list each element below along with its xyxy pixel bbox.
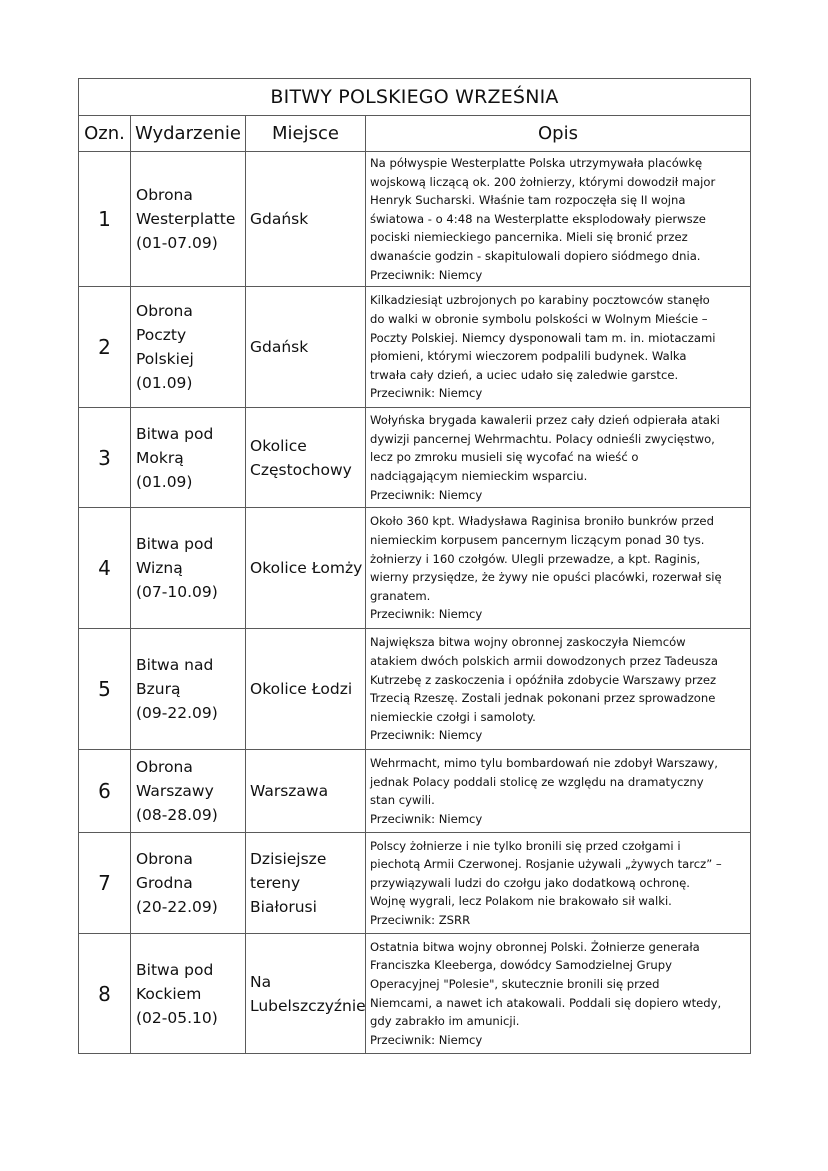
table-title: BITWY POLSKIEGO WRZEŚNIA (79, 79, 751, 116)
desc-line: dwanaście godzin - skapitulowali dopiero siódmego dnia. (370, 248, 701, 263)
desc-line: Największa bitwa wojny obronnej zaskoczyła Niemców (370, 635, 686, 650)
table-body (79, 152, 751, 1054)
desc-line: do walki w obronie symbolu polskości w Wolnym Mieście – (370, 311, 708, 326)
event-cell (131, 629, 246, 750)
place-line: Okolice Łodzi (250, 680, 353, 699)
desc-line: Około 360 kpt. Władysława Raginisa broniło bunkrów przed (370, 514, 714, 529)
event-line: (08-28.09) (136, 806, 218, 825)
desc-line: niemieckie czołgi i samoloty. (370, 709, 536, 724)
table-row (79, 833, 751, 934)
desc-line: Franciszka Kleeberga, dowódcy Samodzielnej Grupy (370, 958, 672, 973)
header-num: Ozn. (79, 116, 131, 152)
table-row (79, 152, 751, 287)
desc-line: światowa - o 4:48 na Westerplatte eksplodowały pierwsze (370, 211, 706, 226)
event-cell (131, 408, 246, 508)
place-line: Białorusi (250, 898, 317, 917)
event-line: Bitwa pod (136, 535, 214, 554)
place-line: Okolice (250, 436, 307, 455)
table-row (79, 750, 751, 833)
desc-line: piechotą Armii Czerwonej. Rosjanie używali „żywych tarcz” – (370, 857, 722, 872)
place-line: tereny (250, 874, 301, 893)
desc-line: Na półwyspie Westerplatte Polska utrzymywała placówkę (370, 156, 703, 170)
desc-line: Trzecią Rzeszę. Zostali jednak pokonani przez sprowadzone (370, 691, 716, 706)
event-line: Poczty (136, 326, 187, 345)
desc-line: Kutrzebę z zaskoczenia i opóźniła zdobycie Warszawy przez (370, 672, 717, 687)
desc-line: Operacyjnej "Polesie", skutecznie bronili się przed (370, 977, 660, 992)
event-line: (09-22.09) (136, 704, 218, 723)
place-cell (246, 750, 366, 833)
event-line: Obrona (136, 186, 193, 205)
description-cell (366, 152, 751, 287)
event-cell (131, 152, 246, 287)
event-cell (131, 750, 246, 833)
place-line: Częstochowy (250, 460, 352, 479)
row-number: 6 (79, 750, 131, 833)
desc-line: Niemcami, a nawet ich atakowali. Poddali się dopiero wtedy, (370, 995, 722, 1010)
place-line: Okolice Łomży (250, 559, 363, 578)
event-cell (131, 833, 246, 934)
desc-line: niemieckim korpusem pancernym liczącym ponad 30 tys. (370, 532, 705, 547)
table-row (79, 934, 751, 1054)
place-cell (246, 629, 366, 750)
place-line: Lubelszczyźnie (250, 996, 366, 1015)
desc-line: lecz po zmroku musieli się wycofać na wieść o (370, 450, 639, 465)
row-number: 1 (79, 152, 131, 287)
row-number: 3 (79, 408, 131, 508)
header-place: Miejsce (246, 116, 366, 152)
event-line: (02-05.10) (136, 1008, 218, 1027)
event-line: (01.09) (136, 472, 193, 491)
place-line: Gdańsk (250, 210, 309, 229)
place-cell (246, 833, 366, 934)
event-cell (131, 287, 246, 408)
event-line: Kockiem (136, 984, 202, 1003)
description-cell (366, 934, 751, 1054)
desc-line: Wehrmacht, mimo tylu bombardowań nie zdobył Warszawy, (370, 755, 718, 770)
place-cell (246, 152, 366, 287)
place-line: Gdańsk (250, 338, 309, 357)
desc-line: granatem. (370, 588, 431, 603)
description-cell (366, 750, 751, 833)
row-number: 2 (79, 287, 131, 408)
place-cell (246, 508, 366, 629)
place-cell (246, 934, 366, 1054)
event-line: Grodna (136, 874, 193, 893)
description-cell (366, 833, 751, 934)
event-line: Warszawy (136, 782, 214, 801)
desc-line: atakiem dwóch polskich armii dowodzonych przez Tadeusza (370, 653, 718, 668)
desc-line: przywiązywali ludzi do czołgu jako dodatkową ochronę. (370, 875, 690, 890)
place-line: Warszawa (250, 782, 329, 801)
event-cell (131, 934, 246, 1054)
table-row (79, 508, 751, 629)
event-line: Bzurą (136, 680, 181, 699)
enemy-label: Przeciwnik: Niemcy (370, 607, 483, 622)
description-cell (366, 508, 751, 629)
battles-table (78, 78, 751, 1054)
event-line: Polskiej (136, 350, 194, 369)
event-line: Obrona (136, 758, 193, 777)
desc-line: Wojnę wygrali, lecz Polakom nie brakowało sił walki. (370, 894, 672, 909)
desc-line: Henryk Sucharski. Właśnie tam rozpoczęła się II wojna (370, 193, 686, 208)
description-cell (366, 287, 751, 408)
table-row (79, 287, 751, 408)
row-number: 4 (79, 508, 131, 629)
desc-line: Poczty Polskiej. Niemcy dysponowali tam m. in. miotaczami (370, 330, 716, 345)
event-line: Obrona (136, 302, 193, 321)
event-line: Obrona (136, 850, 193, 869)
desc-line: płomieni, którymi wieczorem podpalili budynek. Walka (370, 349, 687, 364)
description-cell (366, 629, 751, 750)
table-row (79, 629, 751, 750)
desc-line: Kilkadziesiąt uzbrojonych po karabiny pocztowców stanęło (370, 293, 710, 308)
event-line: (01-07.09) (136, 234, 218, 253)
row-number: 7 (79, 833, 131, 934)
table-row (79, 408, 751, 508)
row-number: 5 (79, 629, 131, 750)
event-cell (131, 508, 246, 629)
desc-line: jednak Polacy poddali stolicę ze względu na dramatyczny (370, 774, 704, 789)
desc-line: żołnierzy i 160 czołgów. Ulegli przewadze, a kpt. Raginis, (370, 551, 701, 566)
desc-line: Polscy żołnierze i nie tylko bronili się przed czołgami i (370, 838, 681, 853)
event-line: (20-22.09) (136, 898, 218, 917)
header-desc: Opis (366, 116, 751, 152)
event-line: (01.09) (136, 374, 193, 393)
desc-line: nadciągającym niemieckim wsparciu. (370, 468, 588, 483)
event-line: Mokrą (136, 448, 184, 467)
event-line: Bitwa nad (136, 656, 214, 675)
desc-line: wojskową liczącą ok. 200 żołnierzy, którymi dowodził major (370, 174, 716, 189)
event-line: Westerplatte (136, 210, 236, 229)
desc-line: Wołyńska brygada kawalerii przez cały dzień odpierała ataki (370, 413, 720, 428)
enemy-label: Przeciwnik: Niemcy (370, 811, 483, 826)
description-cell (366, 408, 751, 508)
enemy-label: Przeciwnik: Niemcy (370, 728, 483, 743)
desc-line: stan cywili. (370, 793, 435, 808)
place-line: Na (250, 972, 272, 991)
place-line: Dzisiejsze (250, 850, 327, 869)
enemy-label: Przeciwnik: Niemcy (370, 386, 483, 401)
header-event: Wydarzenie (131, 116, 246, 152)
desc-line: Ostatnia bitwa wojny obronnej Polski. Żołnierze generała (370, 939, 700, 954)
desc-line: dywizji pancernej Wehrmachtu. Polacy odnieśli zwycięstwo, (370, 431, 715, 446)
event-line: Wizną (136, 559, 183, 578)
desc-line: wierny przysiędze, że żywy nie opuści placówki, rozerwał się (370, 570, 722, 585)
enemy-label: Przeciwnik: Niemcy (370, 1032, 483, 1047)
desc-line: gdy zabrakło im amunicji. (370, 1014, 520, 1029)
event-line: (07-10.09) (136, 583, 218, 602)
enemy-label: Przeciwnik: Niemcy (370, 487, 483, 502)
enemy-label: Przeciwnik: ZSRR (370, 913, 471, 928)
event-line: Bitwa pod (136, 424, 214, 443)
desc-line: pociski niemieckiego pancernika. Mieli się bronić przez (370, 230, 688, 245)
desc-line: trwała cały dzień, a uciec udało się zaledwie garstce. (370, 367, 679, 382)
row-number: 8 (79, 934, 131, 1054)
enemy-label: Przeciwnik: Niemcy (370, 267, 483, 282)
place-cell (246, 287, 366, 408)
event-line: Bitwa pod (136, 960, 214, 979)
place-cell (246, 408, 366, 508)
